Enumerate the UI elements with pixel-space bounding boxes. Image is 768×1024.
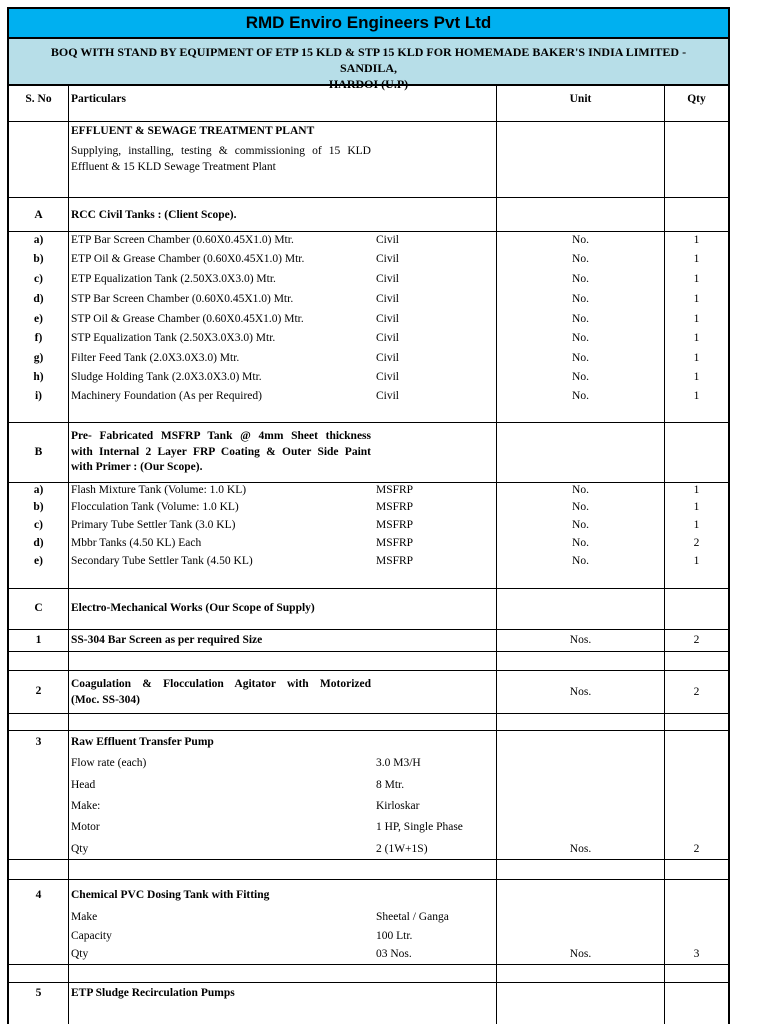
spec-label: Make bbox=[71, 911, 98, 923]
row-particulars: ETP Oil & Grease Chamber (0.60X0.45X1.0) Mtr. bbox=[71, 253, 305, 265]
row-qty: 1 bbox=[693, 390, 700, 402]
row-qty: 1 bbox=[693, 234, 700, 246]
boq-sheet bbox=[7, 7, 730, 1024]
section-c-title: Electro-Mechanical Works (Our Scope of Supply) bbox=[71, 602, 315, 614]
row-particulars: STP Oil & Grease Chamber (0.60X0.45X1.0) Mtr. bbox=[71, 313, 304, 325]
row-unit: No. bbox=[572, 313, 589, 325]
row-sno: e) bbox=[34, 313, 43, 325]
spec-value: Sheetal / Ganga bbox=[376, 911, 449, 923]
item5-title: ETP Sludge Recirculation Pumps bbox=[71, 987, 235, 999]
row-qty: 1 bbox=[693, 352, 700, 364]
spec-value: 2 (1W+1S) bbox=[376, 843, 428, 855]
document-title-line2: HARDOI (U.P) bbox=[328, 77, 409, 91]
item4-sno: 4 bbox=[35, 889, 42, 901]
row-unit: No. bbox=[572, 501, 589, 513]
item3-sno: 3 bbox=[35, 736, 42, 748]
section-a-title: RCC Civil Tanks : (Client Scope). bbox=[71, 209, 237, 221]
row-sno: b) bbox=[33, 253, 44, 265]
row-divider bbox=[9, 964, 728, 965]
row-spec: MSFRP bbox=[376, 484, 414, 496]
item4-unit: Nos. bbox=[569, 948, 592, 960]
row-sno: d) bbox=[33, 293, 44, 305]
row-unit: No. bbox=[572, 352, 589, 364]
intro-desc-line2: Effluent & 15 KLD Sewage Treatment Plant bbox=[71, 161, 276, 173]
document-title-line1: BOQ WITH STAND BY EQUIPMENT OF ETP 15 KLD & STP 15 KLD FOR HOMEMADE BAKER'S INDIA LIMITED - SANDILA, bbox=[50, 45, 687, 75]
row-sno: e) bbox=[34, 555, 43, 567]
section-b-sno: B bbox=[34, 446, 43, 458]
row-spec: Civil bbox=[376, 253, 400, 265]
section-b-title-line2: with Internal 2 Layer FRP Coating & Outer Side Paint bbox=[71, 446, 371, 458]
row-particulars: ETP Bar Screen Chamber (0.60X0.45X1.0) Mtr. bbox=[71, 234, 294, 246]
spec-value: 03 Nos. bbox=[376, 948, 412, 960]
row-sno: a) bbox=[33, 484, 44, 496]
item2-title-line1: Coagulation & Flocculation Agitator with Motorized bbox=[71, 678, 371, 690]
row-qty: 1 bbox=[693, 273, 700, 285]
row-qty: 2 bbox=[693, 537, 700, 549]
row-particulars: STP Equalization Tank (2.50X3.0X3.0) Mtr. bbox=[71, 332, 276, 344]
row-sno: c) bbox=[34, 519, 43, 531]
col-header-particulars: Particulars bbox=[71, 93, 126, 105]
col-header-sno: S. No bbox=[25, 93, 52, 105]
spec-label: Capacity bbox=[71, 930, 112, 942]
row-divider bbox=[9, 629, 728, 630]
row-unit: No. bbox=[572, 519, 589, 531]
section-a-sno: A bbox=[34, 209, 43, 221]
item5-sno: 5 bbox=[35, 987, 42, 999]
row-qty: 1 bbox=[693, 555, 700, 567]
row-spec: Civil bbox=[376, 273, 400, 285]
row-sno: h) bbox=[33, 371, 44, 383]
row-spec: Civil bbox=[376, 390, 400, 402]
row-sno: d) bbox=[33, 537, 44, 549]
row-spec: Civil bbox=[376, 293, 400, 305]
section-b-title-line3: with Primer : (Our Scope). bbox=[71, 461, 203, 473]
row-qty: 1 bbox=[693, 293, 700, 305]
item1-sno: 1 bbox=[35, 634, 42, 646]
row-divider bbox=[9, 879, 728, 880]
row-unit: No. bbox=[572, 537, 589, 549]
row-particulars: Primary Tube Settler Tank (3.0 KL) bbox=[71, 519, 236, 531]
row-unit: No. bbox=[572, 273, 589, 285]
spec-label: Flow rate (each) bbox=[71, 757, 147, 769]
col-header-qty: Qty bbox=[687, 93, 706, 105]
row-divider bbox=[9, 670, 728, 671]
item2-unit: Nos. bbox=[569, 686, 592, 698]
spec-value: 8 Mtr. bbox=[376, 779, 405, 791]
row-sno: f) bbox=[34, 332, 43, 344]
item1-unit: Nos. bbox=[569, 634, 592, 646]
row-spec: MSFRP bbox=[376, 537, 414, 549]
row-qty: 1 bbox=[693, 484, 700, 496]
row-particulars: Filter Feed Tank (2.0X3.0X3.0) Mtr. bbox=[71, 352, 240, 364]
row-spec: MSFRP bbox=[376, 501, 414, 513]
row-qty: 1 bbox=[693, 253, 700, 265]
row-sno: b) bbox=[33, 501, 44, 513]
row-spec: Civil bbox=[376, 234, 400, 246]
row-qty: 1 bbox=[693, 501, 700, 513]
intro-title: EFFLUENT & SEWAGE TREATMENT PLANT bbox=[71, 125, 315, 137]
row-unit: No. bbox=[572, 293, 589, 305]
row-unit: No. bbox=[572, 253, 589, 265]
item3-title: Raw Effluent Transfer Pump bbox=[71, 736, 214, 748]
item2-title-line2: (Moc. SS-304) bbox=[71, 694, 140, 706]
row-divider bbox=[9, 121, 728, 122]
row-unit: No. bbox=[572, 390, 589, 402]
row-unit: No. bbox=[572, 555, 589, 567]
spec-label: Head bbox=[71, 779, 96, 791]
row-spec: MSFRP bbox=[376, 519, 414, 531]
spec-value: 3.0 M3/H bbox=[376, 757, 421, 769]
row-sno: a) bbox=[33, 234, 44, 246]
row-particulars: Sludge Holding Tank (2.0X3.0X3.0) Mtr. bbox=[71, 371, 262, 383]
section-b-title-line1: Pre- Fabricated MSFRP Tank @ 4mm Sheet thickness bbox=[71, 430, 371, 442]
row-particulars: Flocculation Tank (Volume: 1.0 KL) bbox=[71, 501, 239, 513]
document-title bbox=[9, 39, 728, 91]
row-spec: Civil bbox=[376, 371, 400, 383]
spec-value: 100 Ltr. bbox=[376, 930, 413, 942]
row-spec: Civil bbox=[376, 313, 400, 325]
item3-qty: 2 bbox=[693, 843, 700, 855]
section-c-sno: C bbox=[34, 602, 43, 614]
row-divider bbox=[9, 982, 728, 983]
row-qty: 1 bbox=[693, 313, 700, 325]
spec-label: Qty bbox=[71, 843, 89, 855]
col-divider bbox=[68, 86, 69, 1024]
row-divider bbox=[9, 422, 728, 423]
row-divider bbox=[9, 859, 728, 860]
row-divider bbox=[9, 713, 728, 714]
row-qty: 1 bbox=[693, 519, 700, 531]
row-unit: No. bbox=[572, 234, 589, 246]
item4-title: Chemical PVC Dosing Tank with Fitting bbox=[71, 889, 270, 901]
row-unit: No. bbox=[572, 484, 589, 496]
row-divider bbox=[9, 651, 728, 652]
row-particulars: STP Bar Screen Chamber (0.60X0.45X1.0) Mtr. bbox=[71, 293, 294, 305]
row-particulars: ETP Equalization Tank (2.50X3.0X3.0) Mtr. bbox=[71, 273, 276, 285]
row-sno: g) bbox=[33, 352, 44, 364]
spec-label: Qty bbox=[71, 948, 89, 960]
spec-value: Kirloskar bbox=[376, 800, 420, 812]
spec-label: Make: bbox=[71, 800, 101, 812]
row-particulars: Secondary Tube Settler Tank (4.50 KL) bbox=[71, 555, 253, 567]
item3-unit: Nos. bbox=[569, 843, 592, 855]
row-qty: 1 bbox=[693, 332, 700, 344]
row-qty: 1 bbox=[693, 371, 700, 383]
spec-value: 1 HP, Single Phase bbox=[376, 821, 463, 833]
row-spec: MSFRP bbox=[376, 555, 414, 567]
item4-qty: 3 bbox=[693, 948, 700, 960]
row-particulars: Machinery Foundation (As per Required) bbox=[71, 390, 262, 402]
intro-desc-line1: Supplying, installing, testing & commissioning of 15 KLD bbox=[71, 145, 371, 157]
col-header-unit: Unit bbox=[569, 93, 592, 105]
row-spec: Civil bbox=[376, 352, 400, 364]
row-divider bbox=[9, 231, 728, 232]
row-divider bbox=[9, 730, 728, 731]
row-particulars: Mbbr Tanks (4.50 KL) Each bbox=[71, 537, 202, 549]
item2-qty: 2 bbox=[693, 686, 700, 698]
item1-qty: 2 bbox=[693, 634, 700, 646]
item1-title: SS-304 Bar Screen as per required Size bbox=[71, 634, 263, 646]
item2-sno: 2 bbox=[35, 685, 42, 697]
company-header: RMD Enviro Engineers Pvt Ltd bbox=[9, 9, 728, 39]
row-unit: No. bbox=[572, 371, 589, 383]
row-divider bbox=[9, 588, 728, 589]
row-sno: c) bbox=[34, 273, 43, 285]
row-divider bbox=[9, 197, 728, 198]
row-unit: No. bbox=[572, 332, 589, 344]
row-spec: Civil bbox=[376, 332, 400, 344]
row-particulars: Flash Mixture Tank (Volume: 1.0 KL) bbox=[71, 484, 247, 496]
row-sno: i) bbox=[34, 390, 43, 402]
spec-label: Motor bbox=[71, 821, 100, 833]
